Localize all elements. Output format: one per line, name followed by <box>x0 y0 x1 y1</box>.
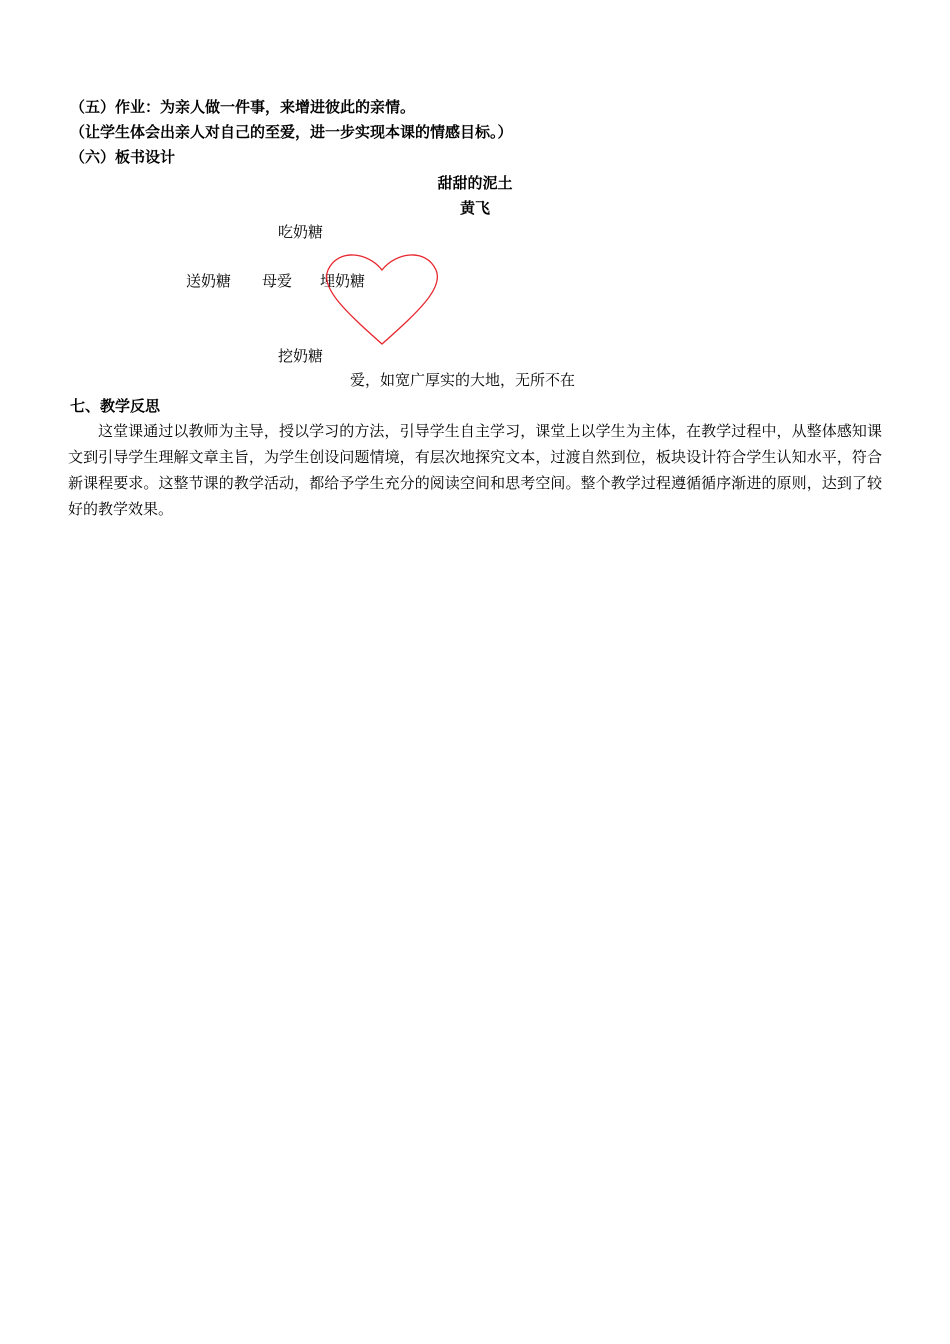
reflection-paragraph: 这堂课通过以教师为主导，授以学习的方法，引导学生自主学习，课堂上以学生为主体，在教学过程中，从整体感知课文到引导学生理解文章主旨，为学生创设问题情境，有层次地探究文本，过渡自然到位，板块设计符合学生认知水平，符合新课程要求。这整节课的教学活动，都给予学生充分的阅读空间和思考空间。整个教学过程遵循循序渐进的原则，达到了较好的教学效果。 <box>68 422 882 518</box>
reflection-heading: 七、教学反思 <box>70 397 161 415</box>
board-top-item: 吃奶糖 <box>278 223 324 241</box>
heart-shape <box>316 250 448 346</box>
board-title: 甜甜的泥土 <box>437 174 513 192</box>
homework-line: （五）作业：为亲人做一件事，来增进彼此的亲情。 <box>70 98 416 116</box>
homework-note-line: （让学生体会出亲人对自己的至爱，进一步实现本课的情感目标。） <box>70 123 513 141</box>
heart-outline <box>327 255 438 344</box>
board-summary: 爱，如宽广厚实的大地，无所不在 <box>350 371 576 389</box>
board-right-item: 埋奶糖 <box>320 272 366 290</box>
board-left-item: 送奶糖 <box>186 272 232 290</box>
board-author: 黄飞 <box>459 199 490 217</box>
board-bottom-item: 挖奶糖 <box>278 347 324 365</box>
board-center-item: 母爱 <box>262 272 293 290</box>
board-design-heading: （六）板书设计 <box>70 148 176 166</box>
